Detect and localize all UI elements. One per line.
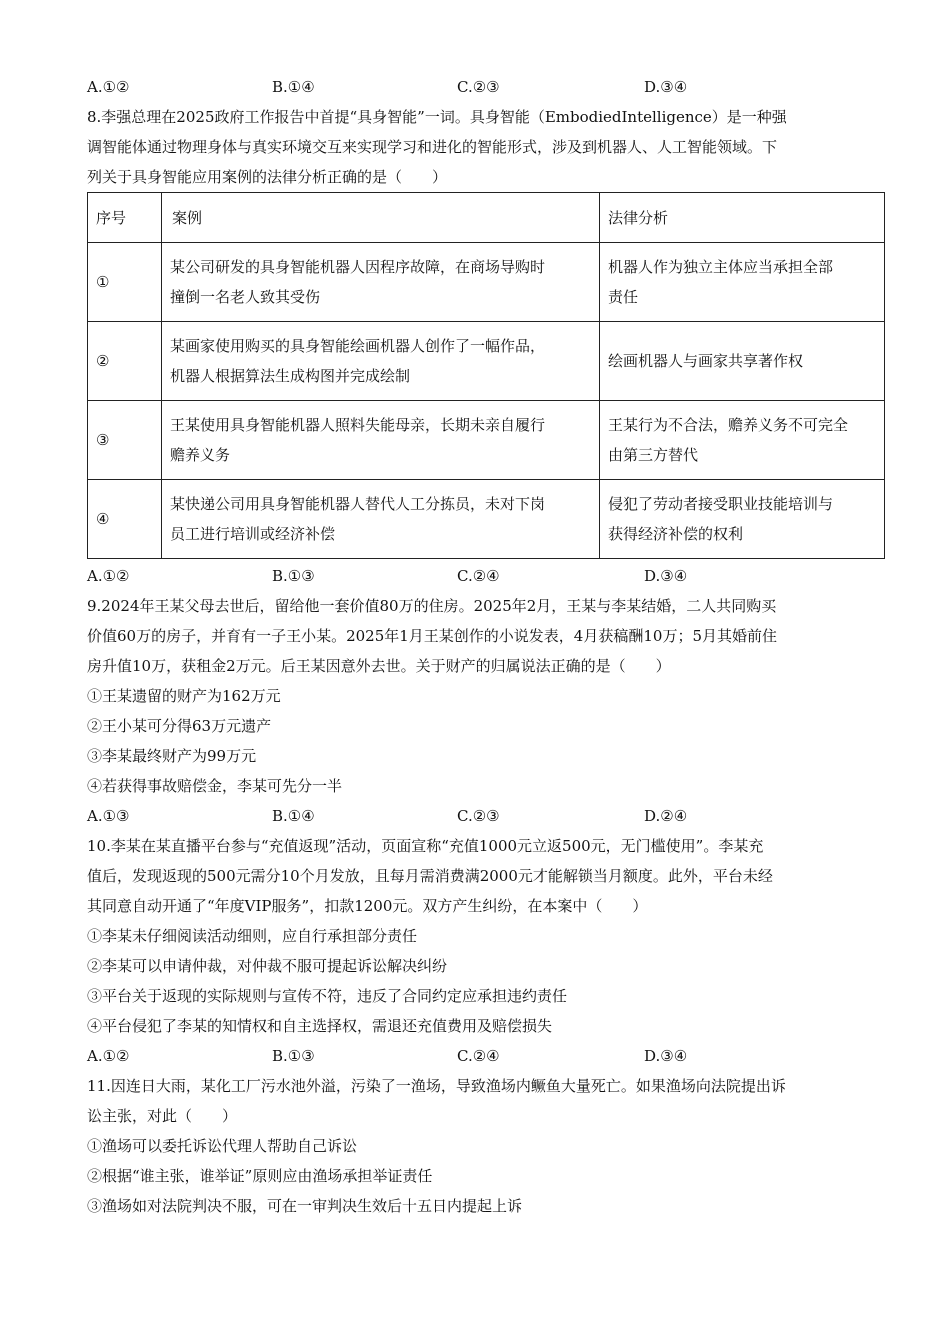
q7-option-b: B.①④: [272, 78, 315, 96]
header-no: 序号: [88, 193, 162, 243]
q11-stem-line-2: 讼主张，对此（ ）: [87, 1107, 238, 1125]
case-line: 王某使用具身智能机器人照料失能母亲，长期未亲自履行: [170, 416, 546, 434]
q9-option-c: C.②③: [457, 807, 500, 825]
header-analysis: 法律分析: [600, 193, 885, 243]
row-case: [162, 322, 600, 401]
case-line: 员工进行培训或经济补偿: [170, 525, 336, 543]
q8-option-c: C.②④: [457, 567, 500, 585]
analysis-line: 获得经济补偿的权利: [608, 525, 744, 543]
header-case: 案例: [162, 193, 600, 243]
row-analysis: [600, 401, 885, 480]
case-line: 撞倒一名老人致其受伤: [170, 288, 321, 306]
q10-option-d: D.③④: [644, 1047, 688, 1065]
analysis-line: 由第三方替代: [608, 446, 699, 464]
row-no: ①: [88, 243, 162, 322]
q10-stem-line-1: 10.李某在某直播平台参与“充值返现”活动，页面宣称“充值1000元立返500元，无门槛使用”。李某充: [87, 837, 764, 855]
q10-item-3: ③平台关于返现的实际规则与宣传不符，违反了合同约定应承担违约责任: [87, 987, 568, 1005]
q7-options: [87, 77, 887, 97]
case-line: 某快递公司用具身智能机器人替代人工分拣员，未对下岗: [170, 495, 546, 513]
q9-option-a: A.①③: [87, 807, 130, 825]
table-row: [88, 322, 885, 401]
q8-option-b: B.①③: [272, 567, 315, 585]
analysis-line: 责任: [608, 288, 639, 306]
q10-item-2: ②李某可以申请仲裁，对仲裁不服可提起诉讼解决纠纷: [87, 957, 448, 975]
q8-stem-line-2: 调智能体通过物理身体与真实环境交互来实现学习和进化的智能形式，涉及到机器人、人工智能领域。下: [87, 138, 778, 156]
q8-options: [87, 566, 887, 586]
q9-option-d: D.②④: [644, 807, 688, 825]
q10-item-1: ①李某未仔细阅读活动细则，应自行承担部分责任: [87, 927, 418, 945]
q10-option-b: B.①③: [272, 1047, 315, 1065]
q9-item-4: ④若获得事故赔偿金，李某可先分一半: [87, 777, 343, 795]
q11-stem-line-1: 11.因连日大雨，某化工厂污水池外溢，污染了一渔场，导致渔场内鳜鱼大量死亡。如果渔场向法院提出诉: [87, 1077, 786, 1095]
table-row: [88, 480, 885, 559]
row-case: [162, 401, 600, 480]
case-line: 某公司研发的具身智能机器人因程序故障，在商场导购时: [170, 258, 546, 276]
case-line: 机器人根据算法生成构图并完成绘制: [170, 367, 411, 385]
q11-item-2: ②根据“谁主张，谁举证”原则应由渔场承担举证责任: [87, 1167, 433, 1185]
case-line: 赡养义务: [170, 446, 231, 464]
q10-option-a: A.①②: [87, 1047, 130, 1065]
q10-options: [87, 1046, 887, 1066]
q10-item-4: ④平台侵犯了李某的知情权和自主选择权，需退还充值费用及赔偿损失: [87, 1017, 553, 1035]
row-case: [162, 243, 600, 322]
table-header-row: [88, 193, 885, 243]
analysis-line: 绘画机器人与画家共享著作权: [608, 352, 804, 370]
q9-options: [87, 806, 887, 826]
q9-stem-line-1: 9.2024年王某父母去世后，留给他一套价值80万的住房。2025年2月，王某与李某结婚，二人共同购买: [87, 597, 777, 615]
row-analysis: [600, 322, 885, 401]
row-no: ④: [88, 480, 162, 559]
q8-option-a: A.①②: [87, 567, 130, 585]
q9-stem-line-2: 价值60万的房子，并育有一子王小某。2025年1月王某创作的小说发表，4月获稿酬10万；5月其婚前住: [87, 627, 777, 645]
q9-item-1: ①王某遗留的财产为162万元: [87, 687, 281, 705]
q8-stem-line-1: 8.李强总理在2025政府工作报告中首提“具身智能”一词。具身智能（EmbodiedIntelligence）是一种强: [87, 108, 787, 126]
q10-stem-line-3: 其同意自动开通了“年度VIP服务”，扣款1200元。双方产生纠纷，在本案中（ ）: [87, 897, 648, 915]
q11-item-1: ①渔场可以委托诉讼代理人帮助自己诉讼: [87, 1137, 358, 1155]
q9-item-2: ②王小某可分得63万元遗产: [87, 717, 272, 735]
q8-law-table: [87, 192, 885, 559]
q8-option-d: D.③④: [644, 567, 688, 585]
analysis-line: 机器人作为独立主体应当承担全部: [608, 258, 834, 276]
row-no: ③: [88, 401, 162, 480]
table-row: [88, 401, 885, 480]
q7-option-d: D.③④: [644, 78, 688, 96]
q9-item-3: ③李某最终财产为99万元: [87, 747, 257, 765]
q9-stem-line-3: 房升值10万，获租金2万元。后王某因意外去世。关于财产的归属说法正确的是（ ）: [87, 657, 671, 675]
q11-item-3: ③渔场如对法院判决不服，可在一审判决生效后十五日内提起上诉: [87, 1197, 523, 1215]
q10-option-c: C.②④: [457, 1047, 500, 1065]
q8-stem-line-3: 列关于具身智能应用案例的法律分析正确的是（ ）: [87, 168, 448, 186]
q7-option-a: A.①②: [87, 78, 130, 96]
row-analysis: [600, 480, 885, 559]
table-row: [88, 243, 885, 322]
case-line: 某画家使用购买的具身智能绘画机器人创作了一幅作品，: [170, 337, 546, 355]
row-case: [162, 480, 600, 559]
q7-option-c: C.②③: [457, 78, 500, 96]
analysis-line: 王某行为不合法，赡养义务不可完全: [608, 416, 849, 434]
q10-stem-line-2: 值后，发现返现的500元需分10个月发放，且每月需消费满2000元才能解锁当月额度。此外，平台未经: [87, 867, 773, 885]
row-no: ②: [88, 322, 162, 401]
analysis-line: 侵犯了劳动者接受职业技能培训与: [608, 495, 834, 513]
q9-option-b: B.①④: [272, 807, 315, 825]
row-analysis: [600, 243, 885, 322]
